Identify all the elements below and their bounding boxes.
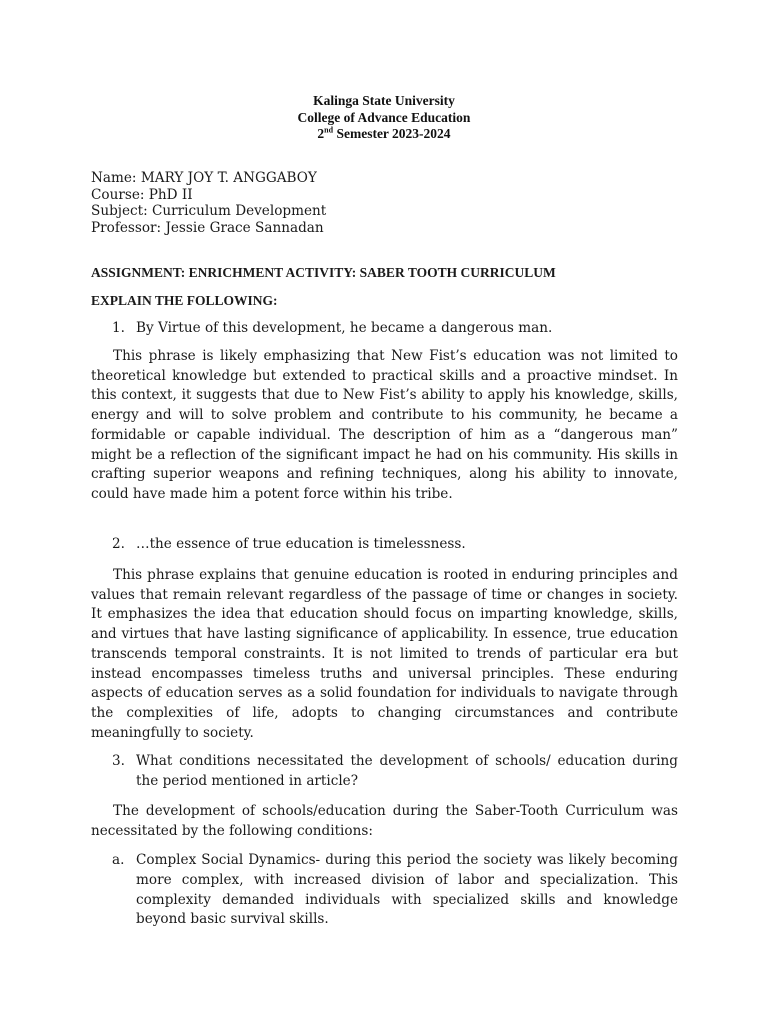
student-info [91, 170, 691, 236]
college-name: College of Advance Education [297, 109, 471, 125]
semester-suffix: nd [324, 125, 334, 135]
condition-marker: a. [112, 852, 125, 868]
question-number: 1. [112, 320, 125, 336]
semester-rest: Semester 2023-2024 [333, 126, 451, 141]
assignment-title: ASSIGNMENT: ENRICHMENT ACTIVITY: SABER TOOTH CURRICULUM [91, 265, 556, 280]
question-number: 2. [112, 536, 125, 552]
question-text: What conditions necessitated the development of schools/ education during the period mentioned in article? [136, 753, 678, 789]
question-item [112, 535, 678, 555]
question-text: By Virtue of this development, he became a dangerous man. [136, 320, 553, 336]
question-item [112, 752, 678, 792]
question-number: 3. [112, 753, 125, 769]
professor-line: Professor: Jessie Grace Sannadan [91, 219, 324, 236]
explain-heading: EXPLAIN THE FOLLOWING: [91, 293, 278, 308]
answer-paragraph: This phrase explains that genuine education is rooted in enduring principles and values that remain relevant regardless of the passage of time or changes in society. It emphasizes the idea that education should focus on imparting knowledge, skills, and virtues that have lasting significance of applicability. In essence, true education transcends temporal constraints. It is not limited to trends of particular era but instead encompasses timeless truths and universal principles. These enduring aspects of education serves as a solid foundation for individuals to navigate through the complexities of life, adopts to changing circumstances and contribute meaningfully to society. [91, 567, 678, 741]
semester-ordinal: 2 [317, 126, 325, 141]
student-name: Name: MARY JOY T. ANGGABOY [91, 170, 317, 186]
document-header [0, 93, 768, 143]
subject-line: Subject: Curriculum Development [91, 203, 327, 220]
condition-text: Complex Social Dynamics- during this period the society was likely becoming more complex, with increased division of labor and specialization. This complexity demanded individuals with specialized skills and knowledge beyond basic survival skills. [136, 852, 678, 928]
question-item [112, 319, 678, 339]
semester-line [0, 126, 768, 143]
question-text: …the essence of true education is timelessness. [136, 536, 466, 552]
condition-item [112, 851, 678, 930]
university-name: Kalinga State University [313, 93, 455, 108]
student-course: Course: PhD II [91, 186, 193, 203]
answer-paragraph: The development of schools/education during the Saber-Tooth Curriculum was necessitated by the following conditions: [91, 803, 678, 839]
answer-paragraph: This phrase is likely emphasizing that New Fist’s education was not limited to theoretical knowledge but extended to practical skills and a proactive mindset. In this context, it suggests that due to New Fist’s ability to apply his knowledge, skills, energy and will to solve problem and contribute to his community, he became a formidable or capable individual. The description of him as a “dangerous man” might be a reflection of the significant impact he had on his community. His skills in crafting superior weapons and refining techniques, along his ability to innovate, could have made him a potent force within his tribe. [91, 348, 678, 502]
